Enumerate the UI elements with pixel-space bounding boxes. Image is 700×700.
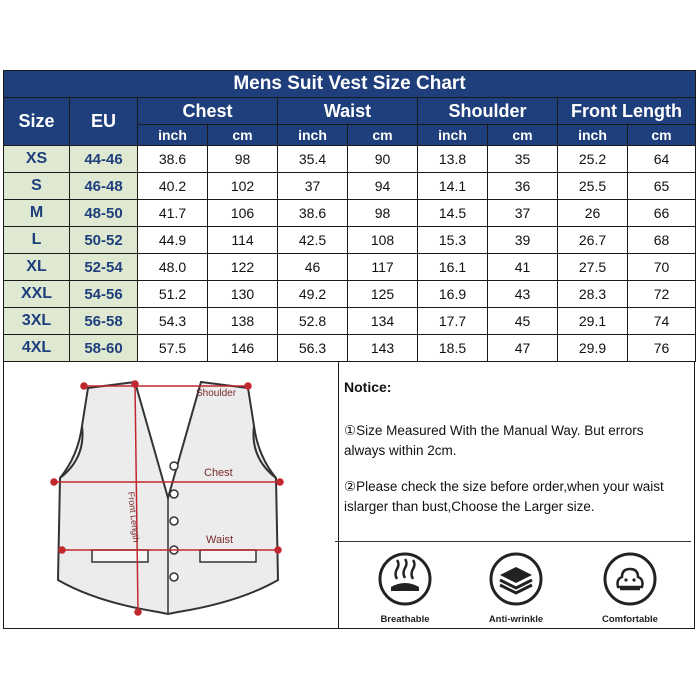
unit-header: inch [138,125,208,146]
measurement-cell: 98 [348,200,418,227]
size-cell: XXL [4,281,70,308]
size-row [4,281,696,308]
vest-button [170,517,178,525]
size-row [4,308,696,335]
shoulder-label: Shoulder [196,388,237,399]
size-cell: S [4,173,70,200]
measurement-cell: 70 [628,254,696,281]
measurement-cell: 134 [348,308,418,335]
size-row [4,146,696,173]
measurement-cell: 90 [348,146,418,173]
measurement-cell: 15.3 [418,227,488,254]
measurement-cell: 66 [628,200,696,227]
measurement-cell: 56.3 [278,335,348,362]
measurement-cell: 40.2 [138,173,208,200]
measurement-cell: 14.1 [418,173,488,200]
measurement-cell: 29.1 [558,308,628,335]
measurement-cell: 38.6 [138,146,208,173]
measurement-cell: 41.7 [138,200,208,227]
measurement-cell: 117 [348,254,418,281]
measurement-cell: 52.8 [278,308,348,335]
size-cell: 4XL [4,335,70,362]
eu-cell: 56-58 [70,308,138,335]
measurement-cell: 108 [348,227,418,254]
eu-header: EU [70,98,138,146]
notice-divider [335,541,691,542]
waist-label: Waist [206,534,234,546]
unit-header: inch [418,125,488,146]
size-row [4,227,696,254]
size-row [4,335,696,362]
chest-header: Chest [138,98,278,125]
breathable-icon [377,551,433,607]
measurement-cell: 36 [488,173,558,200]
eu-cell: 50-52 [70,227,138,254]
measurement-cell: 27.5 [558,254,628,281]
unit-header: cm [208,125,278,146]
eu-cell: 58-60 [70,335,138,362]
measurement-cell: 49.2 [278,281,348,308]
front-length-label: Front Length [126,491,142,543]
unit-header: inch [278,125,348,146]
size-cell: 3XL [4,308,70,335]
notice-title: Notice: [344,379,392,395]
feature-breathable [365,551,445,625]
measurement-cell: 122 [208,254,278,281]
measurement-cell: 76 [628,335,696,362]
measurement-cell: 125 [348,281,418,308]
feature-comfortable [590,551,670,625]
measurement-cell: 45 [488,308,558,335]
eu-cell: 44-46 [70,146,138,173]
measurement-cell: 64 [628,146,696,173]
measurement-cell: 25.2 [558,146,628,173]
eu-cell: 54-56 [70,281,138,308]
feature-label: Comfortable [602,614,658,625]
size-row [4,254,696,281]
measurement-cell: 65 [628,173,696,200]
feature-label: Breathable [380,614,430,625]
unit-header: cm [488,125,558,146]
measurement-cell: 94 [348,173,418,200]
unit-header: cm [348,125,418,146]
measurement-cell: 35.4 [278,146,348,173]
measurement-cell: 51.2 [138,281,208,308]
waist-header: Waist [278,98,418,125]
measurement-cell: 44.9 [138,227,208,254]
measurement-cell: 37 [278,173,348,200]
size-cell: L [4,227,70,254]
measurement-cell: 48.0 [138,254,208,281]
unit-header: cm [628,125,696,146]
measurement-cell: 74 [628,308,696,335]
notice-line-1: ①Size Measured With the Manual Way. But errors always within 2cm. [344,423,644,458]
measurement-cell: 138 [208,308,278,335]
notice-line-2: ②Please check the size before order,when your waist islarger than bust,Choose the Larger size. [344,479,664,514]
measurement-cell: 25.5 [558,173,628,200]
size-row [4,200,696,227]
measurement-cell: 16.9 [418,281,488,308]
measurement-cell: 98 [208,146,278,173]
vest-button [170,490,178,498]
panel-divider [338,362,339,628]
measurement-cell: 130 [208,281,278,308]
measurement-cell: 57.5 [138,335,208,362]
vest-pocket [92,550,148,562]
measurement-cell: 35 [488,146,558,173]
measurement-cell: 18.5 [418,335,488,362]
feature-anti-wrinkle [476,551,556,625]
measurement-cell: 26.7 [558,227,628,254]
notice-box [344,379,684,533]
measurement-cell: 38.6 [278,200,348,227]
measurement-cell: 54.3 [138,308,208,335]
chart-title: Mens Suit Vest Size Chart [4,71,696,98]
measurement-cell: 13.8 [418,146,488,173]
size-cell: XL [4,254,70,281]
size-chart-table [3,70,696,362]
measurement-cell: 146 [208,335,278,362]
measurement-cell: 39 [488,227,558,254]
size-cell: M [4,200,70,227]
measurement-cell: 114 [208,227,278,254]
measurement-cell: 102 [208,173,278,200]
vest-button [170,573,178,581]
eu-cell: 52-54 [70,254,138,281]
size-cell: XS [4,146,70,173]
feature-label: Anti-wrinkle [488,614,544,625]
measurement-cell: 16.1 [418,254,488,281]
anti-wrinkle-icon [488,551,544,607]
eu-cell: 46-48 [70,173,138,200]
measurement-cell: 37 [488,200,558,227]
vest-diagram [40,366,305,622]
measurement-cell: 41 [488,254,558,281]
size-header: Size [4,98,70,146]
size-row [4,173,696,200]
measurement-cell: 17.7 [418,308,488,335]
comfortable-icon [602,551,658,607]
unit-header: inch [558,125,628,146]
measurement-cell: 14.5 [418,200,488,227]
front-length-header: Front Length [558,98,696,125]
measurement-cell: 43 [488,281,558,308]
measurement-cell: 68 [628,227,696,254]
measurement-cell: 106 [208,200,278,227]
measurement-cell: 72 [628,281,696,308]
measurement-cell: 26 [558,200,628,227]
vest-pocket [200,550,256,562]
measurement-cell: 143 [348,335,418,362]
measurement-cell: 47 [488,335,558,362]
measurement-cell: 46 [278,254,348,281]
chest-label: Chest [204,467,233,479]
eu-cell: 48-50 [70,200,138,227]
vest-button [170,462,178,470]
measurement-cell: 28.3 [558,281,628,308]
shoulder-header: Shoulder [418,98,558,125]
measurement-cell: 42.5 [278,227,348,254]
measurement-cell: 29.9 [558,335,628,362]
